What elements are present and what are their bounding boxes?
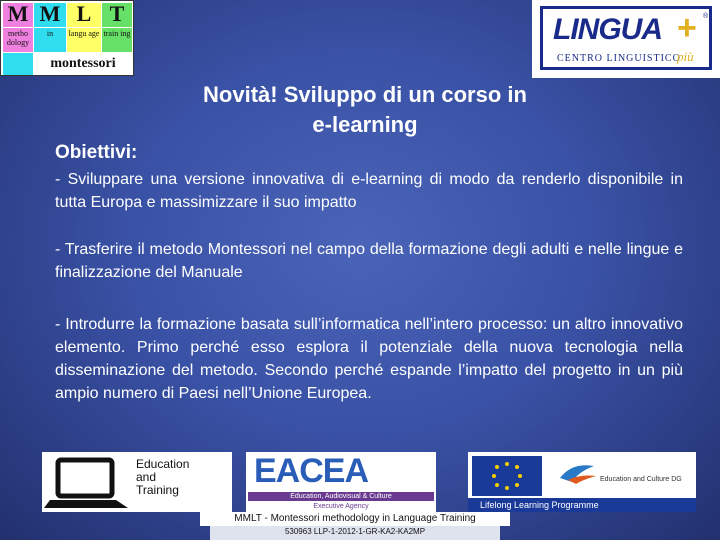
- footer-project-title: MMLT - Montessori methodology in Language Training: [200, 512, 510, 526]
- mmlt-sub-in: in: [34, 28, 66, 52]
- mmlt-sub-methodology: metho dology: [3, 28, 33, 52]
- lingua-piu-logo: [532, 0, 720, 78]
- mmlt-letter-t: T: [102, 3, 132, 27]
- lifelong-learning-logo: [468, 452, 696, 512]
- objective-paragraph-2: - Trasferire il metodo Montessori nel campo della formazione degli adulti e nelle lingue e finalizzazione del Manuale: [55, 241, 683, 281]
- et-line-education: Education: [136, 457, 190, 471]
- mmlt-letter-l: L: [67, 3, 101, 27]
- mmlt-sub-training: train ing: [102, 28, 132, 52]
- eu-flag-icon: [472, 456, 542, 496]
- objective-paragraph-3: - Introdurre la formazione basata sull’informatica nell’intero processo: un altro innovativo elemento. Primo perché esso esplora il potenziale della nuova tecnologia nella disseminazione del metodo. Secondo perché espande l’impatto del progetto in un più ampio numero di Paesi nell’Unione Europea.: [55, 316, 683, 402]
- lingua-subtitle: CENTRO LINGUISTICO: [557, 53, 681, 64]
- mmlt-color-strip: [3, 53, 33, 75]
- mmlt-logo: [0, 0, 134, 76]
- ll-bird-icon: [558, 460, 598, 486]
- lingua-registered-mark: ®: [703, 13, 709, 20]
- mmlt-sub-language: langu age: [67, 28, 101, 52]
- lingua-logo-frame: [540, 6, 712, 70]
- education-training-logo: [42, 452, 232, 512]
- lingua-word: LINGUA: [553, 13, 662, 46]
- mmlt-letter-m2: M: [34, 3, 66, 27]
- mmlt-montessori-label: montessori: [34, 53, 132, 75]
- lingua-plus: +: [677, 9, 697, 47]
- ll-programme-label: Lifelong Learning Programme: [468, 498, 696, 512]
- eacea-name: EACEA: [254, 452, 369, 490]
- footer-project-code: 530963 LLP-1-2012-1-GR-KA2-KA2MP: [210, 526, 500, 540]
- mmlt-letter-m1: M: [3, 3, 33, 27]
- eacea-subtitle: Education, Audiovisual & Culture: [248, 492, 434, 501]
- slide-title: Novità! Sviluppo di un corso in e-learning: [203, 82, 527, 137]
- objectives-label: Obiettivi:: [55, 142, 138, 163]
- lingua-piu: più: [677, 49, 694, 64]
- ll-education-culture: Education and Culture DG: [600, 476, 682, 483]
- eacea-subtitle-2: Executive Agency: [313, 503, 369, 510]
- objective-paragraph-1: - Sviluppare una versione innovativa di e-learning di modo da renderlo disponibile in tutta Europa e massimizzare il suo impatto: [55, 171, 683, 211]
- eacea-logo: [246, 452, 436, 512]
- et-line-training: Training: [136, 483, 179, 497]
- et-line-and: and: [136, 470, 157, 484]
